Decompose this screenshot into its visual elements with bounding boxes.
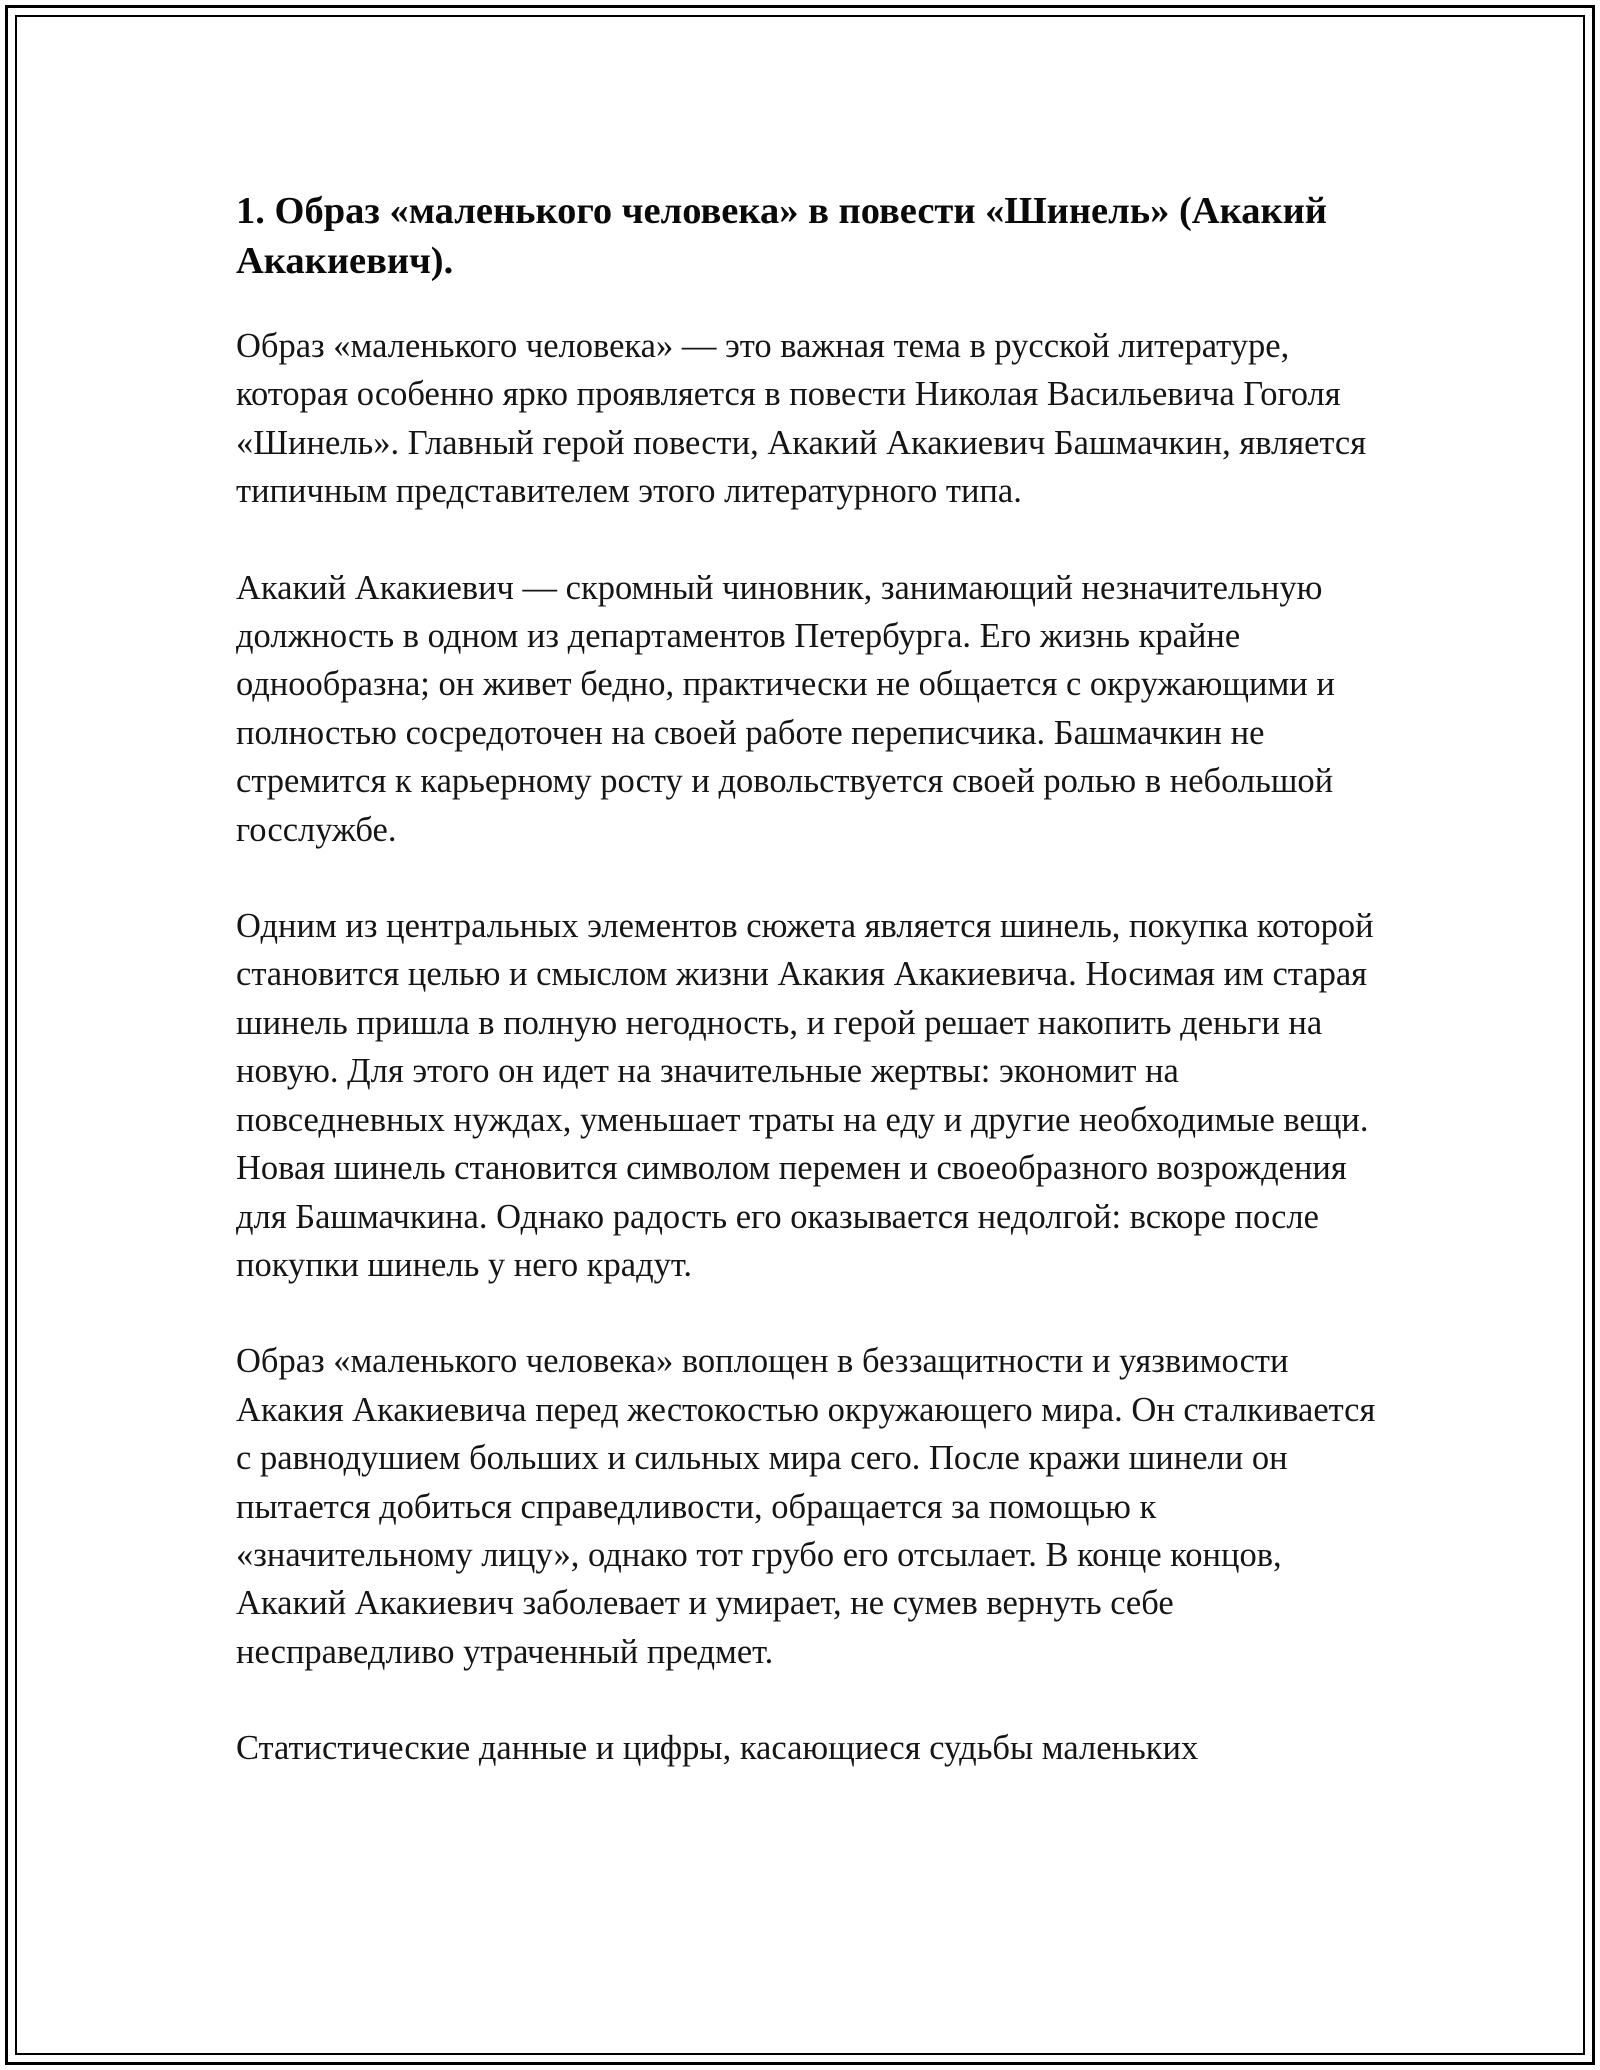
paragraph-defenselessness: Образ «маленького человека» воплощен в беззащитности и уязвимости Акакия Акакиевича перед жестокостью окружающего мира. Он сталкивается с равнодушием больших и сильных мира сего. После кражи шинели он пытается добиться справедливости, обращается за помощью к «значительному лицу», однако тот грубо его отсылает. В конце концов, Акакий Акакиевич заболевает и умирает, не сумев вернуть себе несправедливо утраченный предмет. bbox=[236, 1342, 1376, 1671]
paragraph-character: Акакий Акакиевич — скромный чиновник, занимающий незначительную должность в одном из департаментов Петербурга. Его жизнь крайне однообразна; он живет бедно, практически не общается с окружающими и полностью сосредоточен на своей работе переписчика. Башмачкин не стремится к карьерному росту и довольствуется своей ролью в небольшой госслужбе. bbox=[236, 568, 1335, 849]
paragraph-overcoat: Одним из центральных элементов сюжета является шинель, покупка которой становится целью и смыслом жизни Акакия Акакиевича. Носимая им старая шинель пришла в полную негодность, и герой решает накопить деньги на новую. Для этого он идет на значительные жертвы: экономит на повседневных нуждах, уменьшает траты на еду и другие необходимые вещи. Новая шинель становится символом перемен и своеобразного возрождения для Башмачкина. Однако радость его оказывается недолгой: вскоре после покупки шинель у него крадут. bbox=[236, 907, 1374, 1284]
document-page bbox=[236, 186, 1376, 1821]
paragraph-statistics: Статистические данные и цифры, касающиеся судьбы маленьких bbox=[236, 1729, 1199, 1768]
section-heading: 1. Образ «маленького человека» в повести «Шинель» (Акакий Акакиевич). bbox=[236, 190, 1327, 282]
paragraph-intro: Образ «маленького человека» — это важная тема в русской литературе, которая особенно ярко проявляется в повести Николая Васильевича Гоголя «Шинель». Главный герой повести, Акакий Акакиевич Башмачкин, является типичным представителем этого литературного типа. bbox=[236, 327, 1367, 511]
